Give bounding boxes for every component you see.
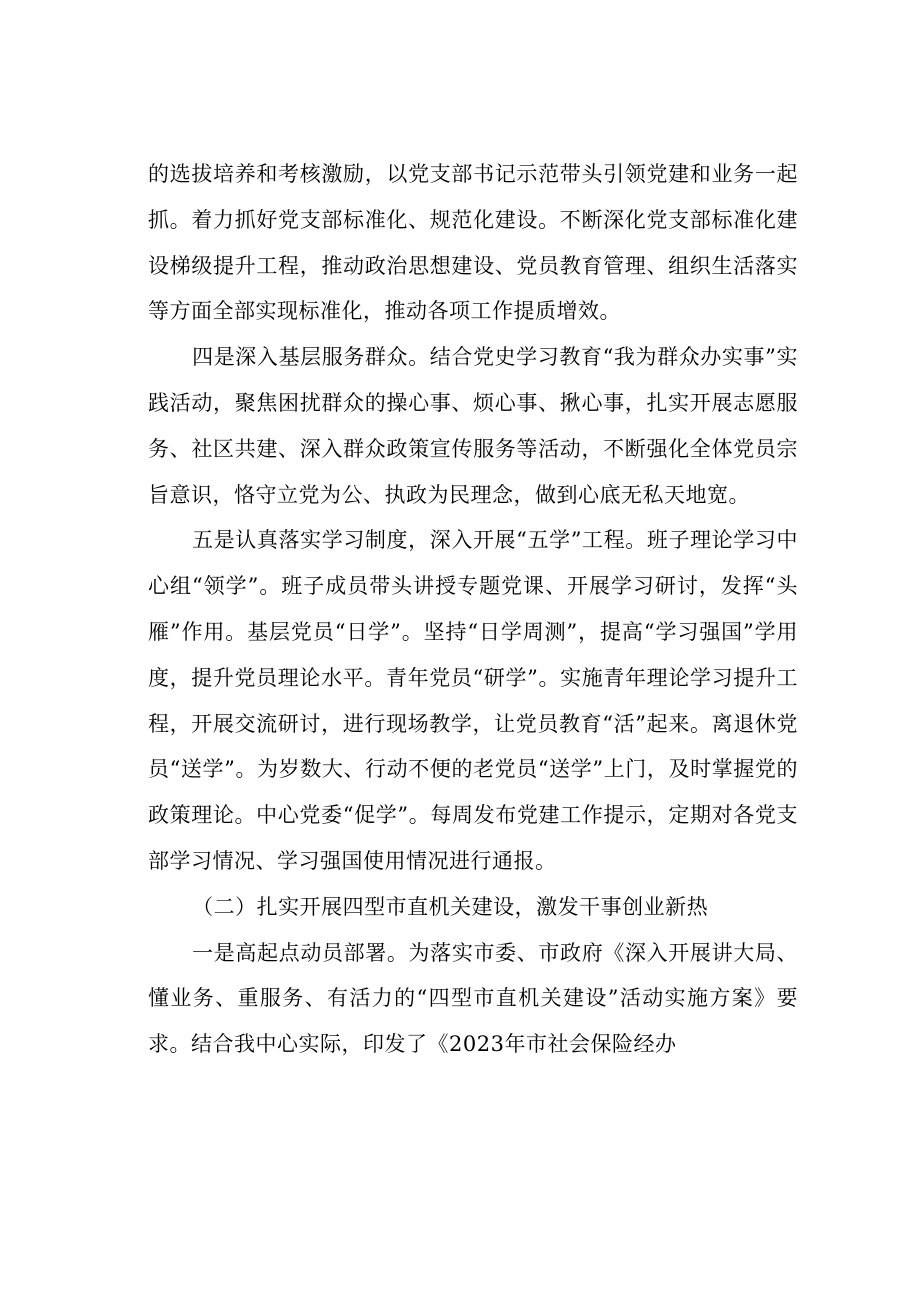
paragraph-continuation: 的选拔培养和考核激励，以党支部书记示范带头引领党建和业务一起抓。着力抓好党支部标准化、规范化建设。不断深化党支部标准化建设梯级提升工程，推动政治思想建设、党员教育管理、组织生活落实等方面全部实现标准化，推动各项工作提质增效。 <box>148 162 798 324</box>
paragraph-mobilization: 一是高起点动员部署。为落实市委、市政府《深入开展讲大局、懂业务、重服务、有活力的“四型市直机关建设”活动实施方案》要求。结合我中心实际，印发了《2023年市社会保险经办 <box>148 940 798 1057</box>
paragraph-serve-masses: 四是深入基层服务群众。结合党史学习教育“我为群众办实事”实践活动，聚焦困扰群众的操心事、烦心事、揪心事，扎实开展志愿服务、社区共建、深入群众政策宣传服务等活动，不断强化全体党员宗旨意识，恪守立党为公、执政为民理念，做到心底无私天地宽。 <box>148 345 798 507</box>
document-body <box>148 152 798 1068</box>
paragraph-study-system: 五是认真落实学习制度，深入开展“五学”工程。班子理论学习中心组“领学”。班子成员带头讲授专题党课、开展学习研讨，发挥“头雁”作用。基层党员“日学”。坚持“日学周测”，提高“学习强国”学用度，提升党员理论水平。青年党员“研学”。实施青年理论学习提升工程，开展交流研讨，进行现场教学，让党员教育“活”起来。离退休党员“送学”。为岁数大、行动不便的老党员“送学”上门，及时掌握党的政策理论。中心党委“促学”。每周发布党建工作提示，定期对各党支部学习情况、学习强国使用情况进行通报。 <box>148 528 798 873</box>
section-heading: （二）扎实开展四型市直机关建设，激发干事创业新热 <box>192 894 709 919</box>
